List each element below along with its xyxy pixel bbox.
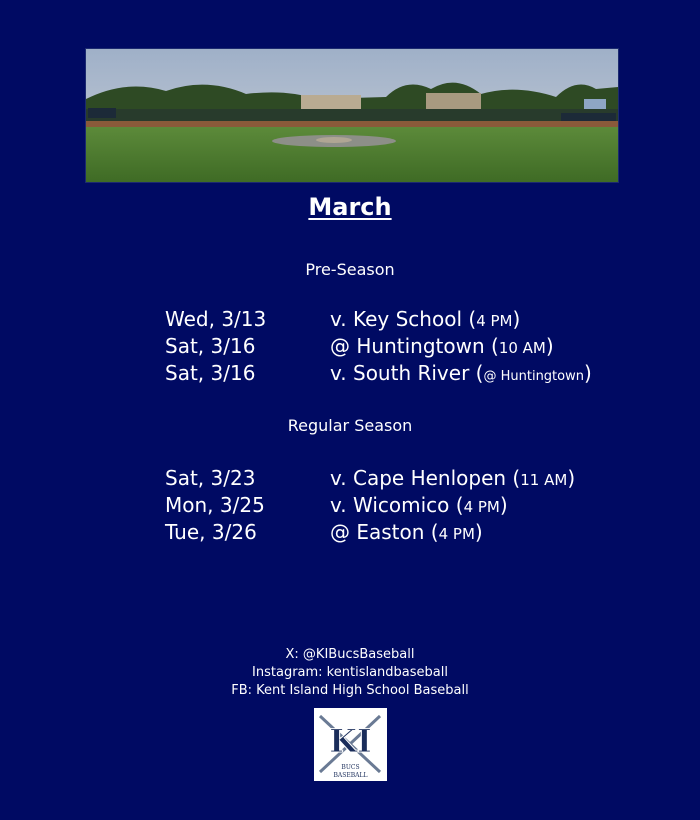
preseason-heading: Pre-Season — [305, 260, 395, 279]
logo-text-baseball: BASEBALL — [333, 772, 368, 779]
instagram-handle[interactable]: Instagram: kentislandbaseball — [252, 665, 448, 680]
logo-text-bucs: BUCS — [341, 764, 360, 771]
game-date: Sat, 3/23 — [165, 466, 256, 490]
game-note: @ Huntingtown — [483, 369, 584, 384]
opponent-name: v. Cape Henlopen — [330, 466, 507, 490]
month-heading: March — [308, 193, 392, 221]
game-date: Tue, 3/26 — [165, 520, 257, 544]
opponent-name: @ Huntingtown — [330, 334, 485, 358]
game-date: Wed, 3/13 — [165, 307, 267, 331]
logo-letters: KI — [329, 722, 372, 760]
game-row — [165, 306, 645, 333]
game-time: 11 AM — [520, 471, 568, 489]
opponent-name: v. South River — [330, 361, 470, 385]
game-row — [165, 519, 645, 546]
game-time: 10 AM — [498, 339, 546, 357]
game-time: 4 PM — [463, 498, 500, 516]
facebook-handle[interactable]: FB: Kent Island High School Baseball — [231, 683, 469, 698]
x-handle[interactable]: X: @KIBucsBaseball — [285, 647, 415, 662]
opponent-name: v. Wicomico — [330, 493, 450, 517]
social-links — [0, 646, 700, 700]
game-opponent: v. South River (@ Huntingtown) — [330, 361, 592, 385]
game-date: Mon, 3/25 — [165, 493, 265, 517]
game-opponent: @ Easton (4 PM) — [330, 520, 483, 544]
opponent-name: v. Key School — [330, 307, 463, 331]
regular-season-games — [165, 465, 645, 546]
game-opponent: v. Cape Henlopen (11 AM) — [330, 466, 576, 490]
game-time: 4 PM — [438, 525, 475, 543]
baseball-field-photo — [85, 48, 619, 183]
game-opponent: v. Key School (4 PM) — [330, 307, 521, 331]
preseason-games — [165, 306, 645, 387]
team-logo — [314, 708, 387, 781]
game-date: Sat, 3/16 — [165, 361, 256, 385]
game-opponent: @ Huntingtown (10 AM) — [330, 334, 554, 358]
game-row — [165, 360, 645, 387]
game-row — [165, 333, 645, 360]
game-time: 4 PM — [476, 312, 513, 330]
game-row — [165, 465, 645, 492]
game-row — [165, 492, 645, 519]
game-opponent: v. Wicomico (4 PM) — [330, 493, 508, 517]
game-date: Sat, 3/16 — [165, 334, 256, 358]
opponent-name: @ Easton — [330, 520, 425, 544]
regular-season-heading: Regular Season — [287, 416, 413, 435]
